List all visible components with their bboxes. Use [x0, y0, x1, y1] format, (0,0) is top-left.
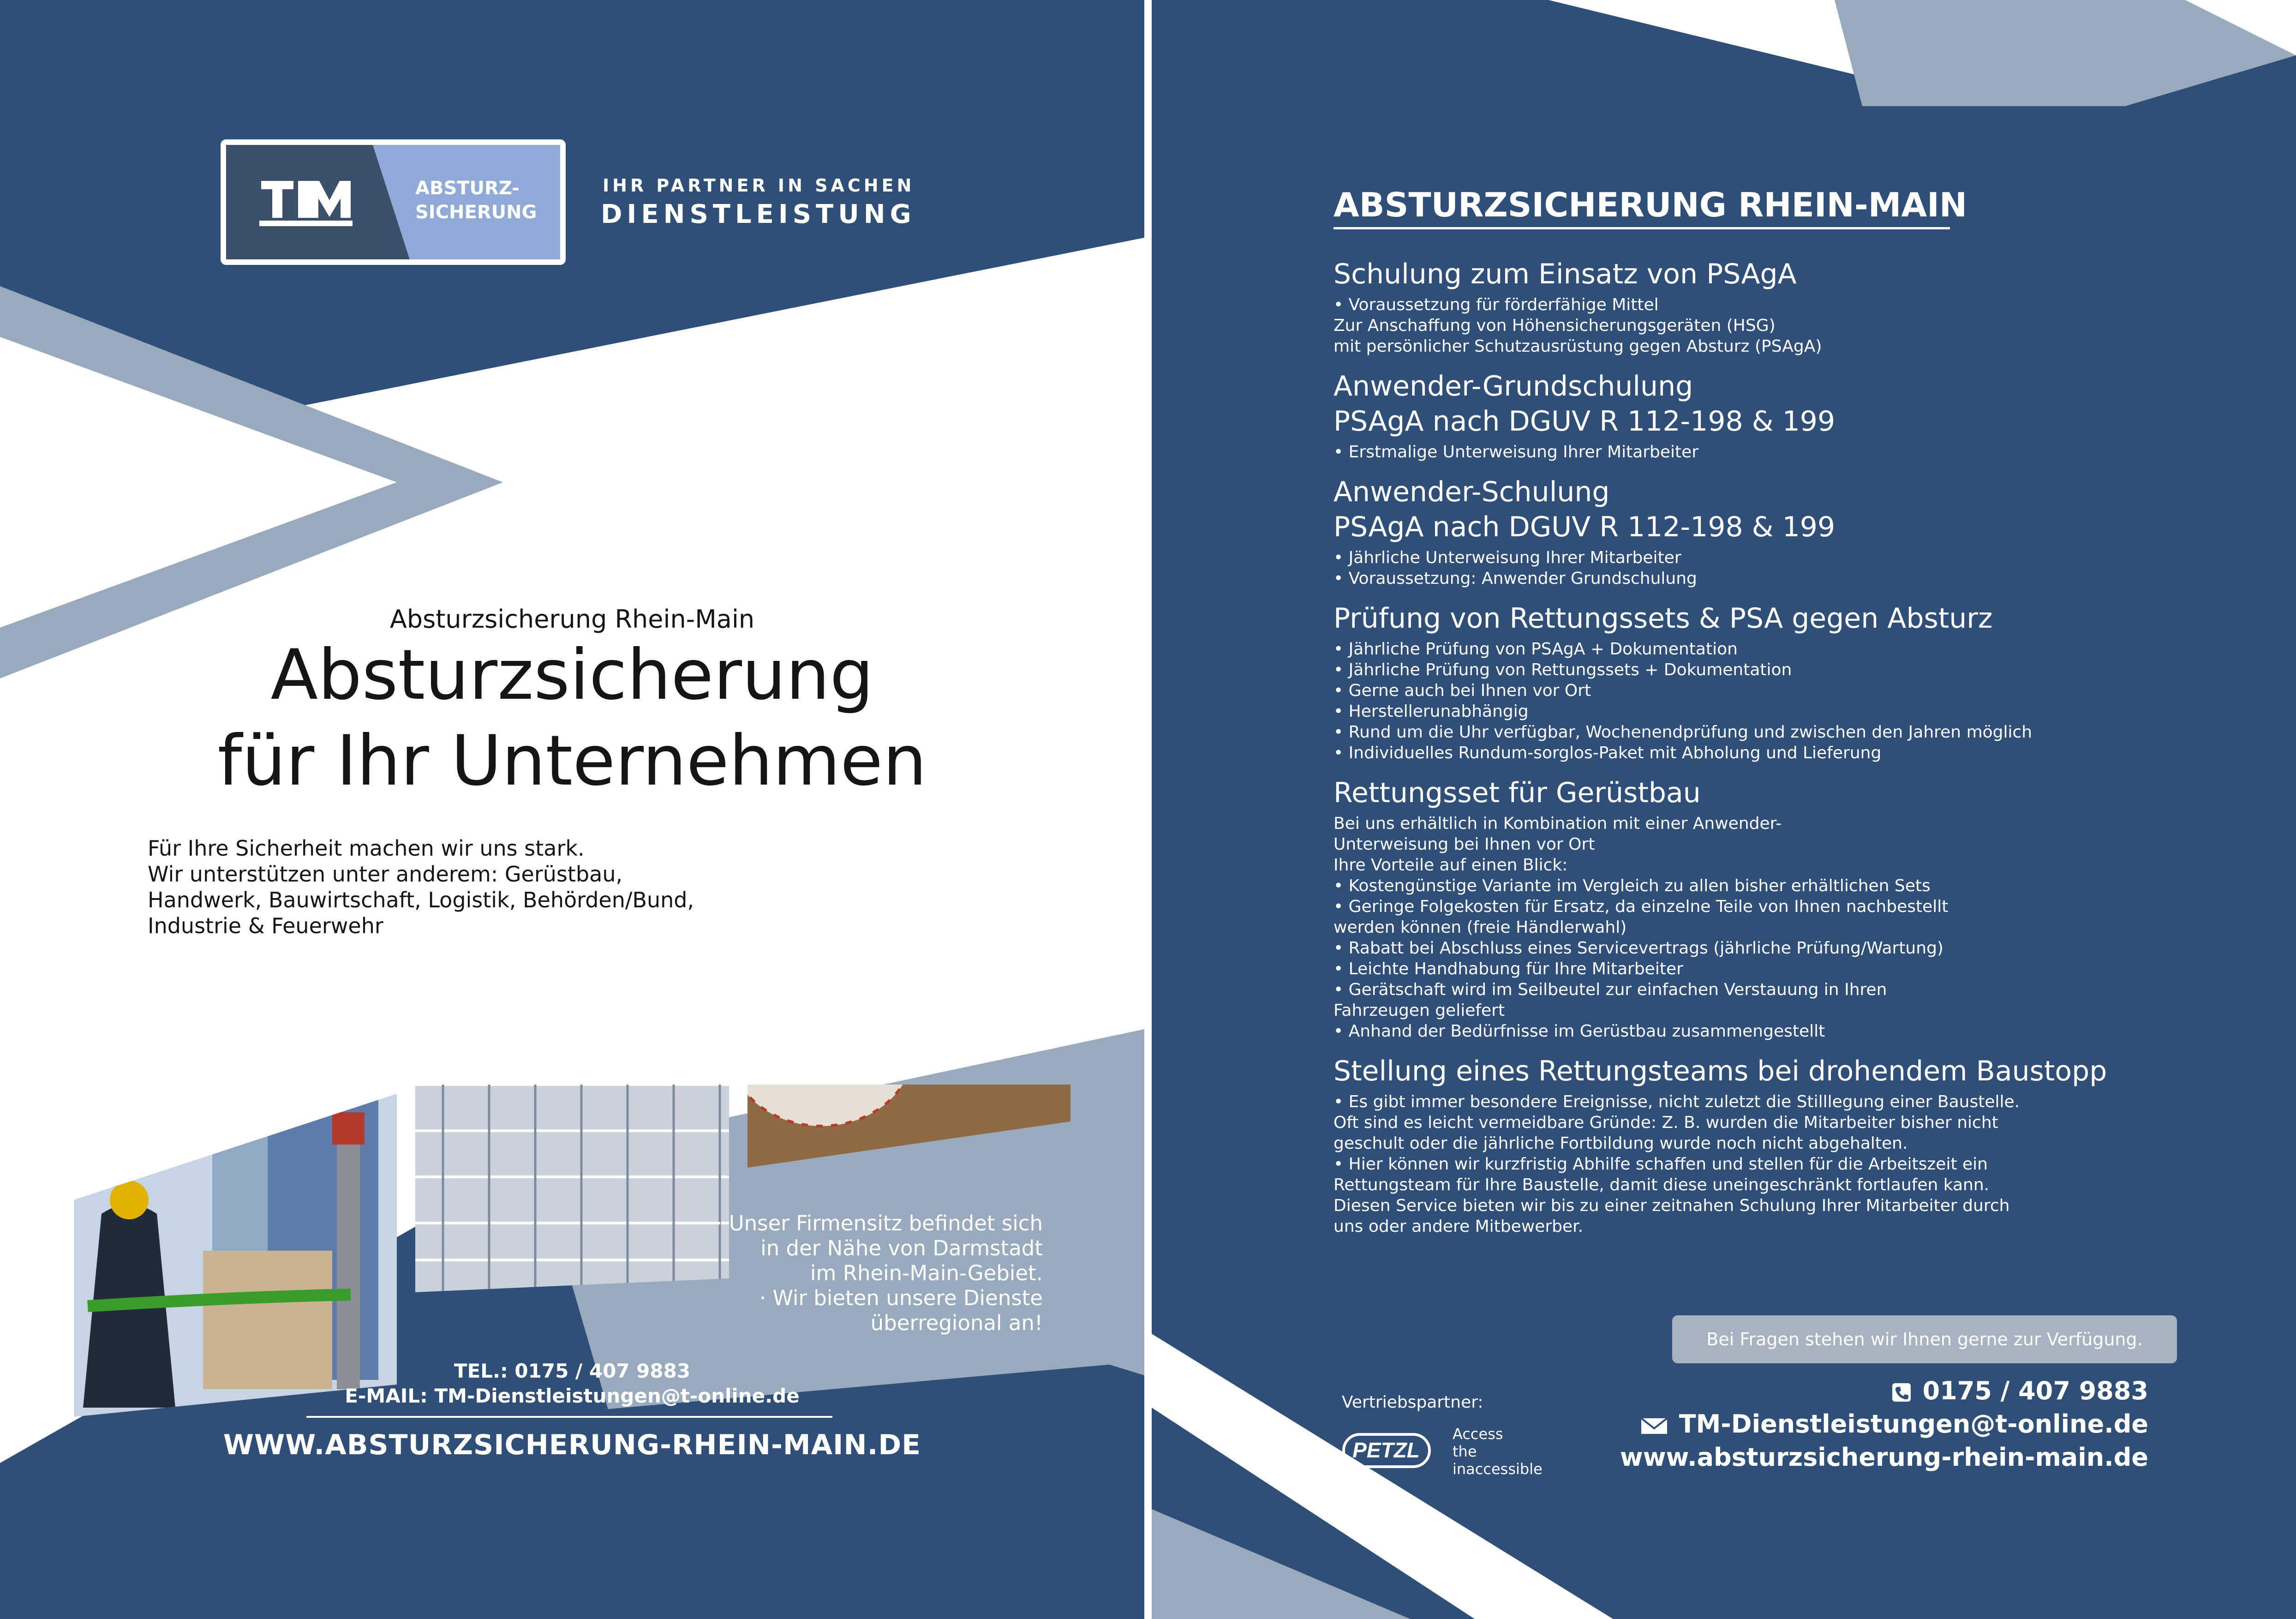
logo-label-line1: ABSTURZ-	[415, 178, 520, 199]
section-user-training	[1333, 474, 2210, 589]
company-bullets	[600, 1211, 1043, 1336]
tagline-line1: IHR PARTNER IN SACHEN	[603, 175, 915, 196]
section-body: • Es gibt immer besondere Ereignisse, nicht zuletzt die Stilllegung einer Baustelle. Oft sind es leicht vermeidbare Gründe: Z. B. wurden die Mitarbeiter bisher nicht geschult oder die jährliche Fortbildung wurde noch nicht abgehalten. • Hier können wir kurzfristig Abhilfe schaffen und stellen für die Arbeitszeit ein Rettungsteam für Ihre Baustelle, damit diese uneingeschränkt fortlaufen kann. Diesen Service bieten wir bis zu einer zeitnahen Schulung Ihrer Mitarbeiter durch uns oder andere Mitbewerber.	[1333, 1092, 2020, 1236]
section-rescue-set	[1333, 775, 2210, 1042]
front-page	[0, 0, 1144, 1619]
front-email[interactable]: E-MAIL: TM-Dienstleistungen@t-online.de	[345, 1385, 800, 1407]
back-phone-text: 0175 / 407 9883	[1922, 1376, 2148, 1405]
section-basic-training	[1333, 369, 2210, 462]
mail-icon	[1640, 1416, 1668, 1435]
page-gutter	[1144, 0, 1152, 1619]
intro-line: Industrie & Feuerwehr	[148, 913, 383, 938]
petzl-logo-text: PETZL	[1352, 1438, 1420, 1462]
section-title: Stellung eines Rettungsteams bei drohendem Baustopp	[1333, 1055, 2107, 1087]
back-website-link[interactable]: www.absturzsicherung-rhein-main.de	[1620, 1443, 2148, 1472]
rescue-equipment-photo	[729, 1085, 1070, 1177]
info-pill-text: Bei Fragen stehen wir Ihnen gerne zur Verfügung.	[1706, 1329, 2143, 1349]
slogan-line: Access	[1453, 1425, 1503, 1443]
section-psaga-training	[1333, 257, 2210, 357]
bullet-line: überregional an!	[870, 1311, 1043, 1335]
bullet-line: in der Nähe von Darmstadt	[760, 1236, 1043, 1260]
section-body: Bei uns erhältlich in Kombination mit einer Anwender- Unterweisung bei Ihnen vor Ort Ihre Vorteile auf einen Blick: • Kostengünstige Variante im Vergleich zu allen bisher erhältlichen Sets • Geringe Folgekosten für Ersatz, da einzelne Teile von Ihnen nachbestellt werden können (freie Händlerwahl) • Rabatt bei Abschluss eines Servicevertrags (jährliche Prüfung/Wartung) • Leichte Handhabung für Ihre Mitarbeiter • Gerätschaft wird im Seilbeutel zur einfachen Verstauung in Ihren Fahrzeugen geliefert • Anhand der Bedürfnisse im Gerüstbau zusammengestellt	[1333, 814, 1949, 1041]
bullet-line: · Unser Firmensitz befindet sich	[716, 1211, 1043, 1235]
section-rescue-team	[1333, 1054, 2210, 1237]
section-title: Anwender-Schulung PSAgA nach DGUV R 112-198 & 199	[1333, 476, 1836, 543]
back-email[interactable]	[1640, 1409, 2148, 1439]
section-body: • Jährliche Unterweisung Ihrer Mitarbeiter • Voraussetzung: Anwender Grundschulung	[1333, 548, 1697, 588]
worker-with-harness-photo	[74, 1085, 406, 1435]
slogan-line: inaccessible	[1453, 1460, 1543, 1478]
partner-slogan	[1453, 1425, 1543, 1478]
back-page	[1152, 0, 2296, 1619]
front-subtitle: Absturzsicherung Rhein-Main	[389, 605, 755, 634]
tagline-line2: DIENSTLEISTUNG	[601, 199, 916, 229]
section-title: Schulung zum Einsatz von PSAgA	[1333, 258, 1797, 290]
back-title-underline	[1333, 227, 1950, 229]
front-phone[interactable]: TEL.: 0175 / 407 9883	[454, 1360, 691, 1382]
front-website-link[interactable]: WWW.ABSTURZSICHERUNG-RHEIN-MAIN.DE	[223, 1429, 921, 1461]
section-body: • Jährliche Prüfung von PSAgA + Dokumentation • Jährliche Prüfung von Rettungssets + Dokumentation • Gerne auch bei Ihnen vor Ort • Herstellerunabhängig • Rund um die Uhr verfügbar, Wochenendprüfung und zwischen den Jahren möglich • Individuelles Rundum-sorglos-Paket mit Abholung und Lieferung	[1333, 640, 2033, 762]
headline-line2: für Ihr Unternehmen	[217, 721, 927, 801]
section-title: Prüfung von Rettungssets & PSA gegen Absturz	[1333, 602, 1993, 635]
phone-icon	[1891, 1382, 1912, 1403]
section-title: Anwender-Grundschulung PSAgA nach DGUV R 112-198 & 199	[1333, 370, 1836, 438]
headline-line1: Absturzsicherung	[270, 635, 874, 715]
section-body: • Voraussetzung für förderfähige Mittel Zur Anschaffung von Höhensicherungsgeräten (HSG) mit persönlicher Schutzausrüstung gegen Absturz (PSAgA)	[1333, 295, 1822, 356]
front-headline	[0, 632, 1144, 804]
slogan-line: the	[1453, 1443, 1477, 1460]
intro-line: Handwerk, Bauwirtschaft, Logistik, Behörden/Bund,	[148, 887, 694, 912]
bullet-line: · Wir bieten unsere Dienste	[759, 1286, 1043, 1310]
divider	[306, 1416, 832, 1418]
back-phone[interactable]	[1891, 1376, 2148, 1405]
intro-line: Für Ihre Sicherheit machen wir uns stark.	[148, 836, 585, 861]
service-sections	[1333, 257, 2210, 1249]
section-title: Rettungsset für Gerüstbau	[1333, 777, 1701, 809]
section-body: • Erstmalige Unterweisung Ihrer Mitarbeiter	[1333, 443, 1699, 462]
bullet-line: im Rhein-Main-Gebiet.	[810, 1261, 1043, 1285]
intro-line: Wir unterstützen unter anderem: Gerüstbau,	[148, 862, 623, 887]
back-email-text: TM-Dienstleistungen@t-online.de	[1679, 1409, 2148, 1439]
intro-text	[148, 835, 694, 939]
logo-label-line2: SICHERUNG	[415, 202, 537, 223]
section-inspection	[1333, 601, 2210, 763]
petzl-logo	[1342, 1426, 1434, 1474]
back-title: ABSTURZSICHERUNG RHEIN-MAIN	[1333, 186, 1967, 224]
partner-label: Vertriebspartner:	[1342, 1393, 1483, 1412]
